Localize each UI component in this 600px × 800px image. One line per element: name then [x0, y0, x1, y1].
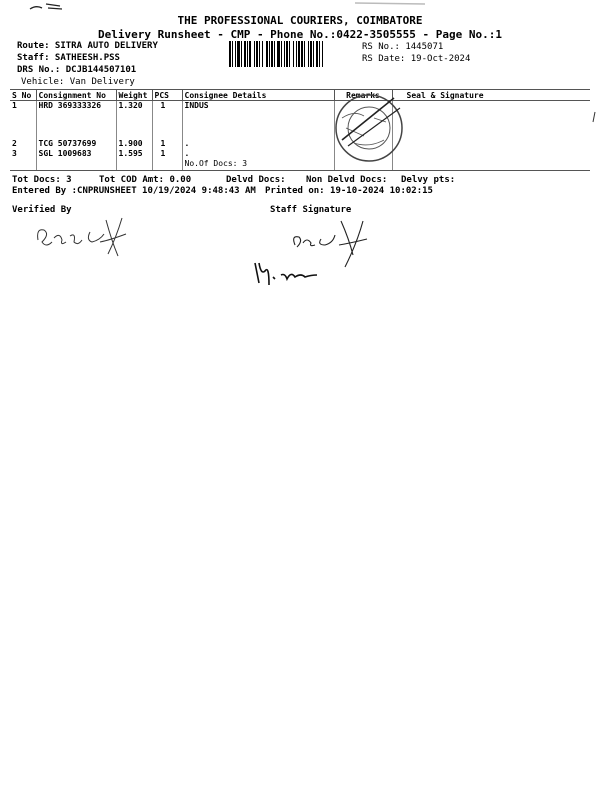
table-row — [10, 159, 590, 171]
entered-by: Entered By :CNPRUNSHEET 10/19/2024 9:48:43 AM — [12, 186, 256, 196]
column-header: Weight — [116, 90, 152, 101]
cell-consignment: SGL 1009683 — [36, 149, 116, 159]
cell-details: INDUS — [182, 101, 334, 139]
cell-pcs: 1 — [152, 101, 182, 139]
staff-signature-label: Staff Signature — [270, 205, 352, 215]
table-row — [10, 149, 590, 159]
cell-consignment: TCG 50737699 — [36, 139, 116, 149]
printed-on: Printed on: 19-10-2024 10:02:15 — [265, 186, 433, 196]
runsheet-title-line: Delivery Runsheet - CMP - Phone No.:0422-3505555 - Page No.:1 — [98, 28, 502, 41]
cell-sno: 2 — [12, 138, 17, 148]
non-delivered-docs: Non Delvd Docs: — [306, 175, 388, 185]
cell-details: . — [182, 139, 334, 149]
cell-seal — [392, 149, 590, 159]
total-docs: Tot Docs: 3 — [12, 175, 72, 185]
verifier-handwritten-signature — [30, 212, 140, 262]
column-header: Consignee Details — [182, 90, 334, 101]
cell-pcs: 1 — [152, 139, 182, 149]
company-title: THE PROFESSIONAL COURIERS, COIMBATORE — [177, 14, 423, 27]
column-header: Remarks — [334, 90, 392, 101]
cell-weight: 1.595 — [116, 149, 152, 159]
column-header: Seal & Signature — [392, 90, 590, 101]
total-cod-amount: Tot COD Amt: 0.00 — [99, 175, 192, 185]
staff-label: Staff: SATHEESH.PSS — [17, 53, 120, 63]
cell-sno: 1 — [12, 101, 17, 110]
cell-sno: 3 — [12, 148, 17, 158]
vehicle-label: Vehicle: Van Delivery — [21, 77, 135, 87]
table-header-row — [10, 90, 590, 101]
table-bottom-rule — [10, 170, 590, 171]
cell-seal — [392, 139, 590, 149]
cell-details: . — [182, 149, 334, 159]
cell-pcs: 1 — [152, 149, 182, 159]
company-seal-stamp — [324, 88, 414, 168]
column-header: Consignment No — [36, 90, 116, 101]
rs-date: RS Date: 19-Oct-2024 — [362, 54, 471, 64]
column-header: S No — [10, 90, 36, 101]
staff-handwritten-signature — [245, 215, 385, 295]
barcode-image — [229, 41, 353, 67]
no-of-docs: No.Of Docs: 3 — [182, 159, 334, 171]
cell-consignment: HRD 369333326 — [36, 101, 116, 139]
cell-seal — [392, 101, 590, 139]
column-header: PCS — [152, 90, 182, 101]
rs-number: RS No.: 1445071 — [362, 42, 444, 52]
consignment-table — [10, 89, 590, 171]
cell-weight: 1.320 — [116, 101, 152, 139]
table-row — [10, 139, 590, 149]
cell-weight: 1.900 — [116, 139, 152, 149]
drs-number: DRS No.: DCJB144507101 — [17, 65, 137, 75]
pen-scribble-mark — [26, 0, 66, 14]
smudge-mark — [350, 0, 430, 8]
table-row — [10, 101, 590, 139]
delivery-points: Delvy pts: — [401, 175, 456, 185]
delivered-docs: Delvd Docs: — [226, 175, 286, 185]
verified-by-label: Verified By — [12, 205, 72, 215]
route-label: Route: SITRA AUTO DELIVERY — [17, 41, 158, 51]
stray-pen-mark — [590, 110, 598, 124]
